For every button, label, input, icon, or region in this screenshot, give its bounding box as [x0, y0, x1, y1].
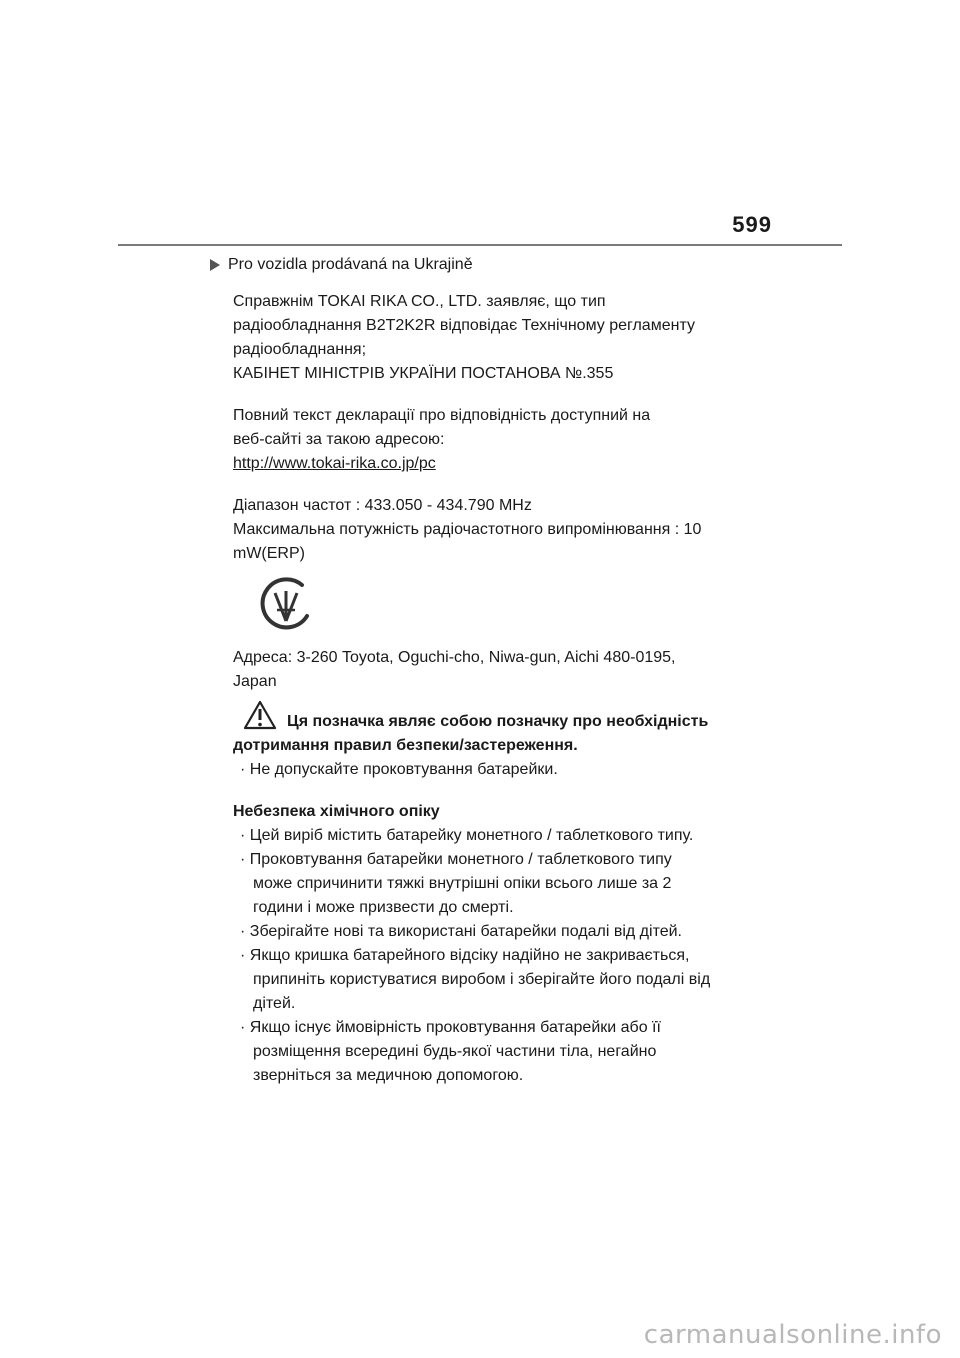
address-block [233, 646, 713, 694]
warning-line: Ця позначка являє собою позначку про необхідність [287, 713, 709, 730]
chemical-bullet: · Зберігайте нові та використані батарейки подалі від дітей. [240, 923, 682, 940]
triangle-bullet-icon [210, 259, 220, 271]
warning-line: дотримання правил безпеки/застереження. [233, 737, 578, 754]
fulltext-block [233, 404, 713, 476]
chemical-bullet: · Якщо існує ймовірність проковтування батарейки або її розміщення всередині будь-якої частини тіла, негайно зверніться за медичною допомогою. [240, 1019, 661, 1084]
declaration-line: радіообладнання; [233, 341, 367, 358]
chemical-bullet: · Цей виріб містить батарейку монетного / таблеткового типу. [240, 827, 694, 844]
chemical-block [233, 800, 713, 1088]
declaration-url-link[interactable]: http://www.tokai-rika.co.jp/pc [233, 455, 436, 472]
declaration-line: Справжнім TOKAI RIKA CO., LTD. заявляє, що тип [233, 293, 606, 310]
declaration-block [233, 290, 713, 386]
fulltext-line: Повний текст декларації про відповідність доступний на [233, 407, 651, 424]
frequency-block [233, 494, 713, 566]
declaration-line: КАБІНЕТ МІНІСТРІВ УКРАЇНИ ПОСТАНОВА №.355 [233, 365, 614, 382]
header-rule [118, 244, 842, 246]
frequency-range: Діапазон частот : 433.050 - 434.790 MHz [233, 497, 532, 514]
warning-block [233, 710, 713, 782]
section-heading [210, 256, 473, 274]
section-heading-text: Pro vozidla prodávaná na Ukrajině [228, 256, 473, 273]
address-line: Japan [233, 673, 277, 690]
fulltext-line: веб-сайті за такою адресою: [233, 431, 445, 448]
warning-bullet: · Не допускайте проковтування батарейки. [240, 761, 558, 778]
declaration-line: радіообладнання B2T2K2R відповідає Технічному регламенту [233, 317, 695, 334]
max-power-unit: mW(ERP) [233, 545, 305, 562]
watermark: carmanualsonline.info [643, 1320, 942, 1350]
chemical-bullet: · Якщо кришка батарейного відсіку надійно не закривається, припиніть користуватися виробом і зберігайте його подалі від дітей. [240, 947, 711, 1012]
chemical-bullet: · Проковтування батарейки монетного / таблеткового типу може спричинити тяжкі внутрішні опіки всього лише за 2 години і може призвести до смерті. [240, 851, 672, 916]
chemical-title: Небезпека хімічного опіку [233, 803, 440, 820]
ukrsepro-mark-icon [258, 577, 314, 633]
max-power: Максимальна потужність радіочастотного випромінювання : 10 [233, 521, 702, 538]
address-line: Адреса: 3-260 Toyota, Oguchi-cho, Niwa-gun, Aichi 480-0195, [233, 649, 676, 666]
page-number: 599 [732, 212, 772, 237]
